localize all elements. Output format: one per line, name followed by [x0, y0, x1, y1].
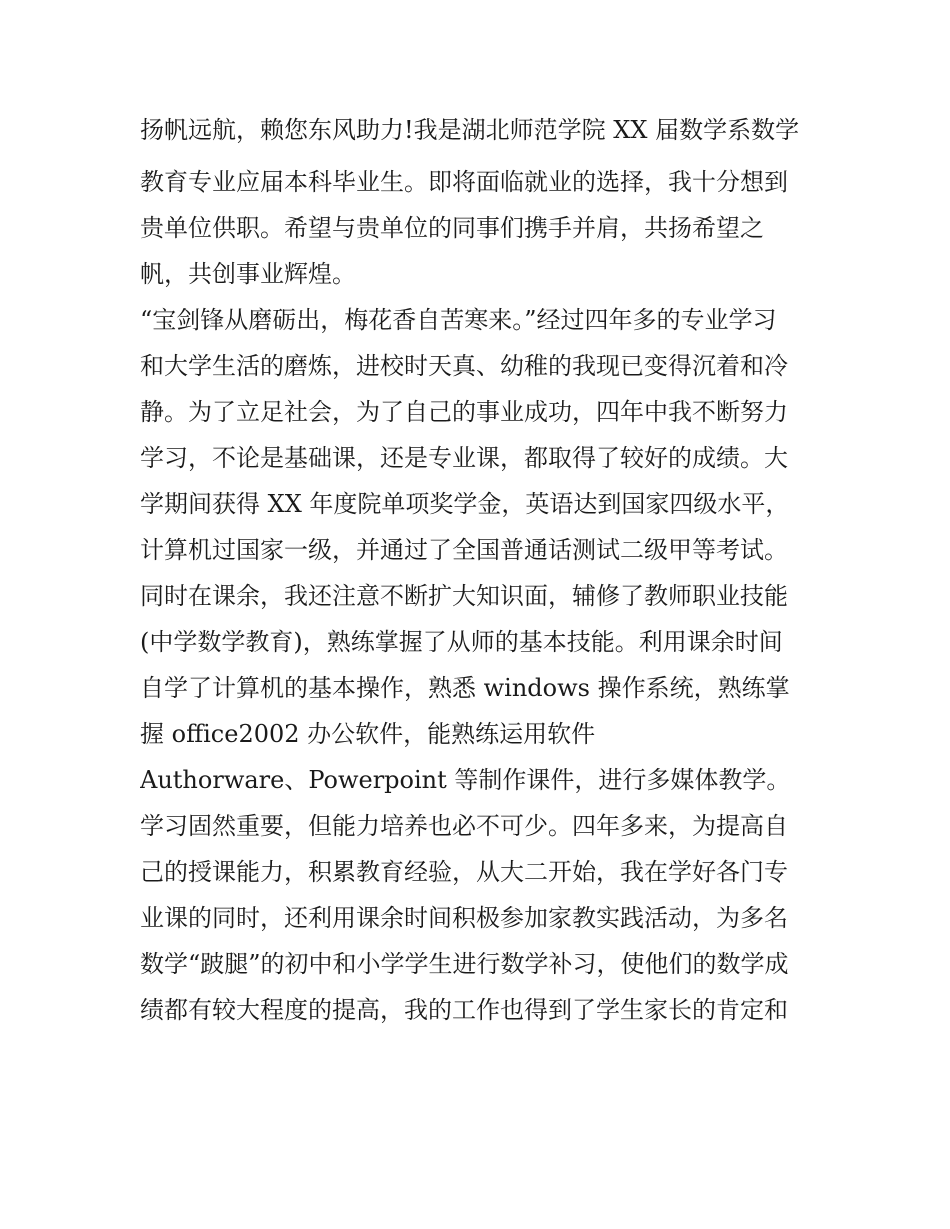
text-line: 同时在课余，我还注意不断扩大知识面，辅修了教师职业技能 [140, 582, 788, 610]
text-line: 教育专业应届本科毕业生。即将面临就业的选择，我十分想到 [140, 168, 788, 196]
text-line: 学期间获得 XX 年度院单项奖学金，英语达到国家四级水平， [140, 490, 790, 518]
text-line: 己的授课能力，积累教育经验，从大二开始，我在学好各门专 [140, 858, 788, 886]
text-line: 绩都有较大程度的提高，我的工作也得到了学生家长的肯定和 [140, 996, 788, 1024]
text-line: 和大学生活的磨炼，进校时天真、幼稚的我现已变得沉着和冷 [140, 352, 788, 380]
text-line: 计算机过国家一级，并通过了全国普通话测试二级甲等考试。 [140, 536, 788, 564]
text-line: 自学了计算机的基本操作，熟悉 windows 操作系统，熟练掌 [140, 674, 790, 702]
text-line: 帆，共创事业辉煌。 [140, 260, 356, 288]
text-line: 贵单位供职。希望与贵单位的同事们携手并肩，共扬希望之 [140, 214, 764, 242]
text-line: (中学数学教育)，熟练掌握了从师的基本技能。利用课余时间 [140, 628, 783, 656]
text-line: Authorware、Powerpoint 等制作课件，进行多媒体教学。 [140, 766, 791, 794]
text-line: 扬帆远航，赖您东风助力!我是湖北师范学院 XX 届数学系数学 [140, 116, 800, 144]
text-line: 静。为了立足社会，为了自己的事业成功，四年中我不断努力 [140, 398, 788, 426]
text-line: 数学“跛腿”的初中和小学学生进行数学补习，使他们的数学成 [140, 950, 789, 978]
text-line: “宝剑锋从磨砺出，梅花香自苦寒来。”经过四年多的专业学习 [140, 306, 777, 334]
text-line: 学习固然重要，但能力培养也必不可少。四年多来，为提高自 [140, 812, 788, 840]
body-text [140, 107, 820, 1033]
text-line: 握 office2002 办公软件，能熟练运用软件 [140, 720, 596, 748]
text-line: 学习，不论是基础课，还是专业课，都取得了较好的成绩。大 [140, 444, 788, 472]
text-line: 业课的同时，还利用课余时间积极参加家教实践活动，为多名 [140, 904, 788, 932]
